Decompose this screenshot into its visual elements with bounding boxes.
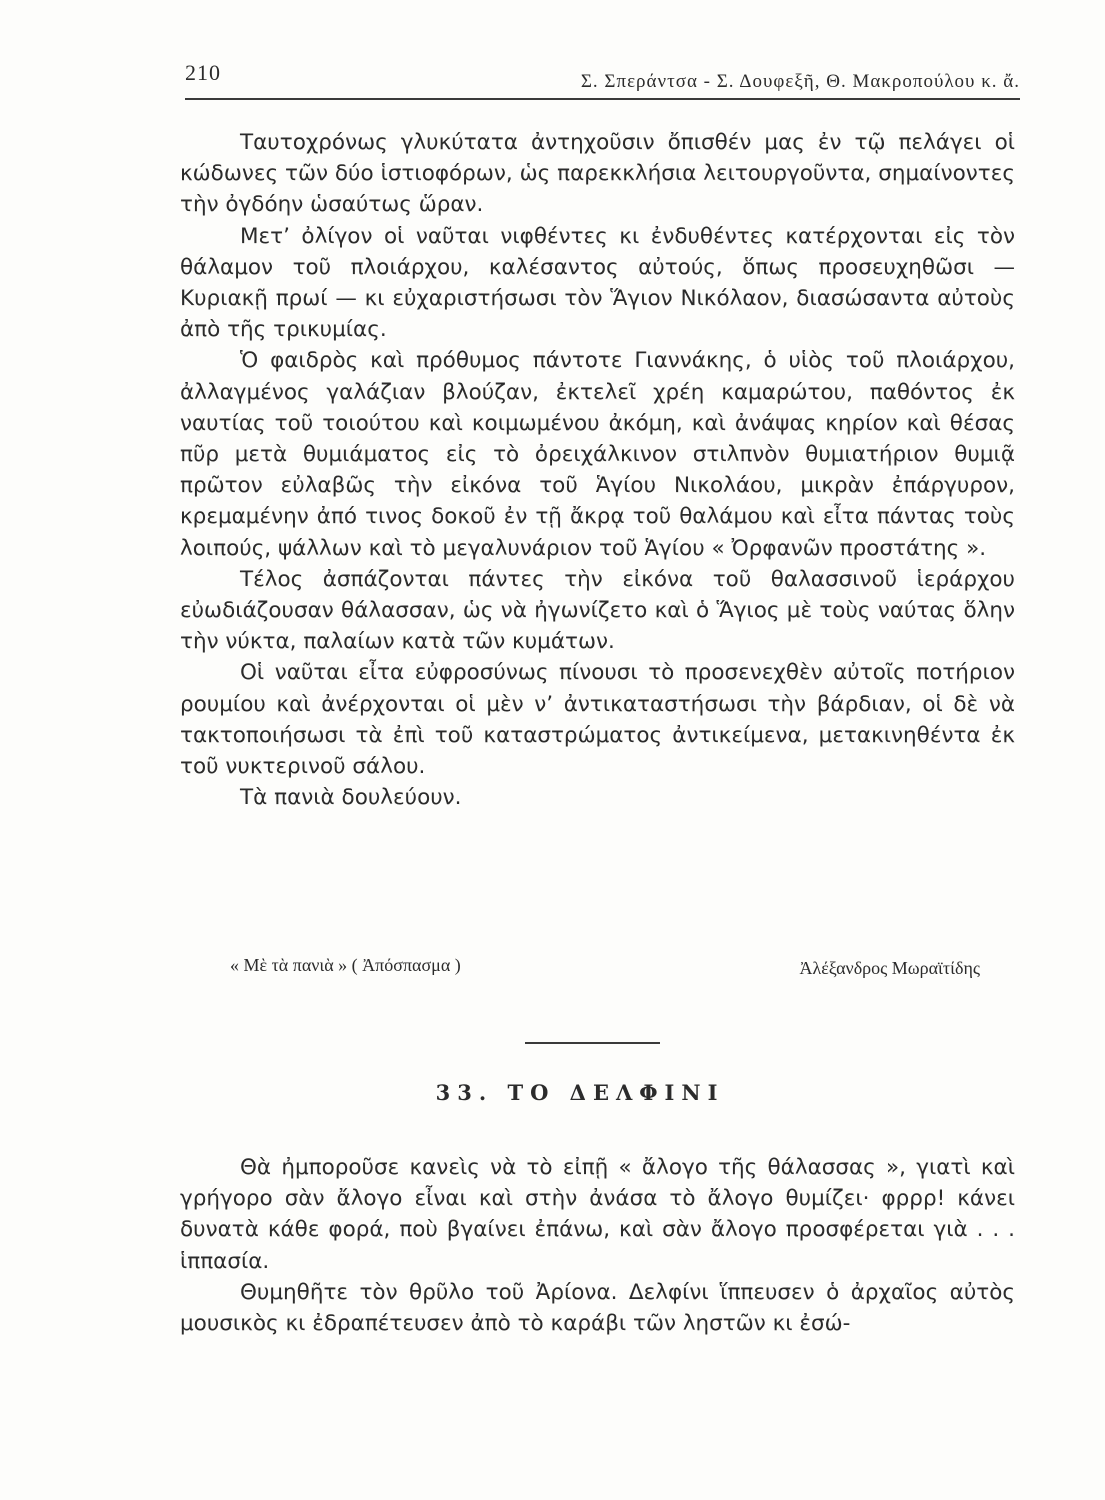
page-header: [185, 60, 1020, 96]
paragraph: Τέλος ἀσπάζονται πάντες τὴν εἰκόνα τοῦ θαλασσινοῦ ἱεράρχου εὐωδιάζουσαν θάλασσαν, ὡς νὰ ἠγωνίζετο καὶ ὁ Ἅγιος μὲ τοὺς ναύτας ὅλην τὴν νύκτα, παλαίων κατὰ τῶν κυμάτων.: [180, 566, 1015, 655]
attribution: [230, 955, 980, 985]
paragraph: Ταυτοχρόνως γλυκύτατα ἀντηχοῦσιν ὄπισθέν μας ἐν τῷ πελάγει οἱ κώδωνες τῶν δύο ἱστιοφόρων, ὡς παρεκκλήσια λειτουργοῦντα, σημαίνοντες τὴν ὀγδόην ὡσαύτως ὥραν.: [180, 130, 1015, 218]
paragraph: Μετ’ ὀλίγον οἱ ναῦται νιφθέντες κι ἐνδυθέντες κατέρχονται εἰς τὸν θάλαμον τοῦ πλοιάρχου, καλέσαντος αὐτούς, ὅπως προσευχηθῶσι — Κυριακῇ πρωί — κι εὐχαριστήσωσι τὸν Ἅγιον Νικόλαον, διασώσαντα αὐτοὺς ἀπὸ τῆς τρικυμίας.: [180, 223, 1015, 343]
paragraph: Θὰ ἠμποροῦσε κανεὶς νὰ τὸ εἰπῇ « ἄλογο τῆς θάλασσας », γιατὶ καὶ γρήγορο σὰν ἄλογο εἶναι καὶ στὴν ἀνάσα τὸ ἄλογο θυμίζει· φρρρ! κάνει δυνατὰ κάθε φορά, ποὺ βγαίνει ἐπάνω, καὶ σὰν ἄλογο προσφέρεται γιὰ . . . ἱππασία.: [180, 1155, 1015, 1274]
page-number: 210: [185, 60, 221, 85]
paragraph: Θυμηθῆτε τὸν θρῦλο τοῦ Ἀρίονα. Δελφίνι ἵππευσεν ὁ ἀρχαῖος αὐτὸς μουσικὸς κι ἐδραπέτευσεν ἀπὸ τὸ καράβι τῶν ληστῶν κι ἐσώ-: [180, 1279, 1015, 1337]
running-head: Σ. Σπεράντσα - Σ. Δουφεξῆ, Θ. Μακροπούλου κ. ἄ.: [580, 71, 1020, 92]
section-title: 33. ΤΟ ΔΕΛΦΙΝΙ: [435, 1080, 725, 1105]
section-body: [180, 1152, 1015, 1339]
paragraph: Ὁ φαιδρὸς καὶ πρόθυμος πάντοτε Γιαννάκης, ὁ υἱὸς τοῦ πλοιάρχου, ἀλλαγμένος γαλάζιαν βλούζαν, ἐκτελεῖ χρέη καμαρώτου, παθόντος ἐκ ναυτίας τοῦ τοιούτου καὶ κοιμωμένου ἀκόμη, καὶ ἀνάψας κηρίον καὶ θέσας πῦρ μετὰ θυμιάματος εἰς τὸ ὀρειχάλκινον στιλπνὸν θυμιατήριον θυμιᾷ πρῶτον εὐλαβῶς τὴν εἰκόνα τοῦ Ἁγίου Νικολάου, μικρὰν ἐπάργυρον, κρεμαμένην ἀπό τινος δοκοῦ ἐν τῇ ἄκρᾳ τοῦ θαλάμου καὶ εἶτα πάντας τοὺς λοιπούς, ψάλλων καὶ τὸ μεγαλυνάριον τοῦ Ἁγίου « Ὀρφανῶν προστάτης ».: [180, 348, 1015, 561]
attribution-source: « Μὲ τὰ πανιὰ » ( Ἀπόσπασμα ): [230, 955, 461, 975]
section-divider: [525, 1042, 660, 1044]
attribution-author: Ἀλέξανδρος Μωραϊτίδης: [799, 958, 980, 978]
paragraph: Οἱ ναῦται εἶτα εὐφροσύνως πίνουσι τὸ προσενεχθὲν αὐτοῖς ποτήριον ρουμίου καὶ ἀνέρχονται οἱ μὲν ν’ ἀντικαταστήσωσι τὴν βάρδιαν, οἱ δὲ νὰ τακτοποιήσωσι τὰ ἐπὶ τοῦ καταστρώματος ἀντικείμενα, μετακινηθέντα ἐκ τοῦ νυκτερινοῦ σάλου.: [180, 660, 1015, 780]
header-rule: [185, 98, 1020, 100]
paragraph: Τὰ πανιὰ δουλεύουν.: [240, 785, 462, 811]
excerpt-body: [180, 127, 1015, 813]
